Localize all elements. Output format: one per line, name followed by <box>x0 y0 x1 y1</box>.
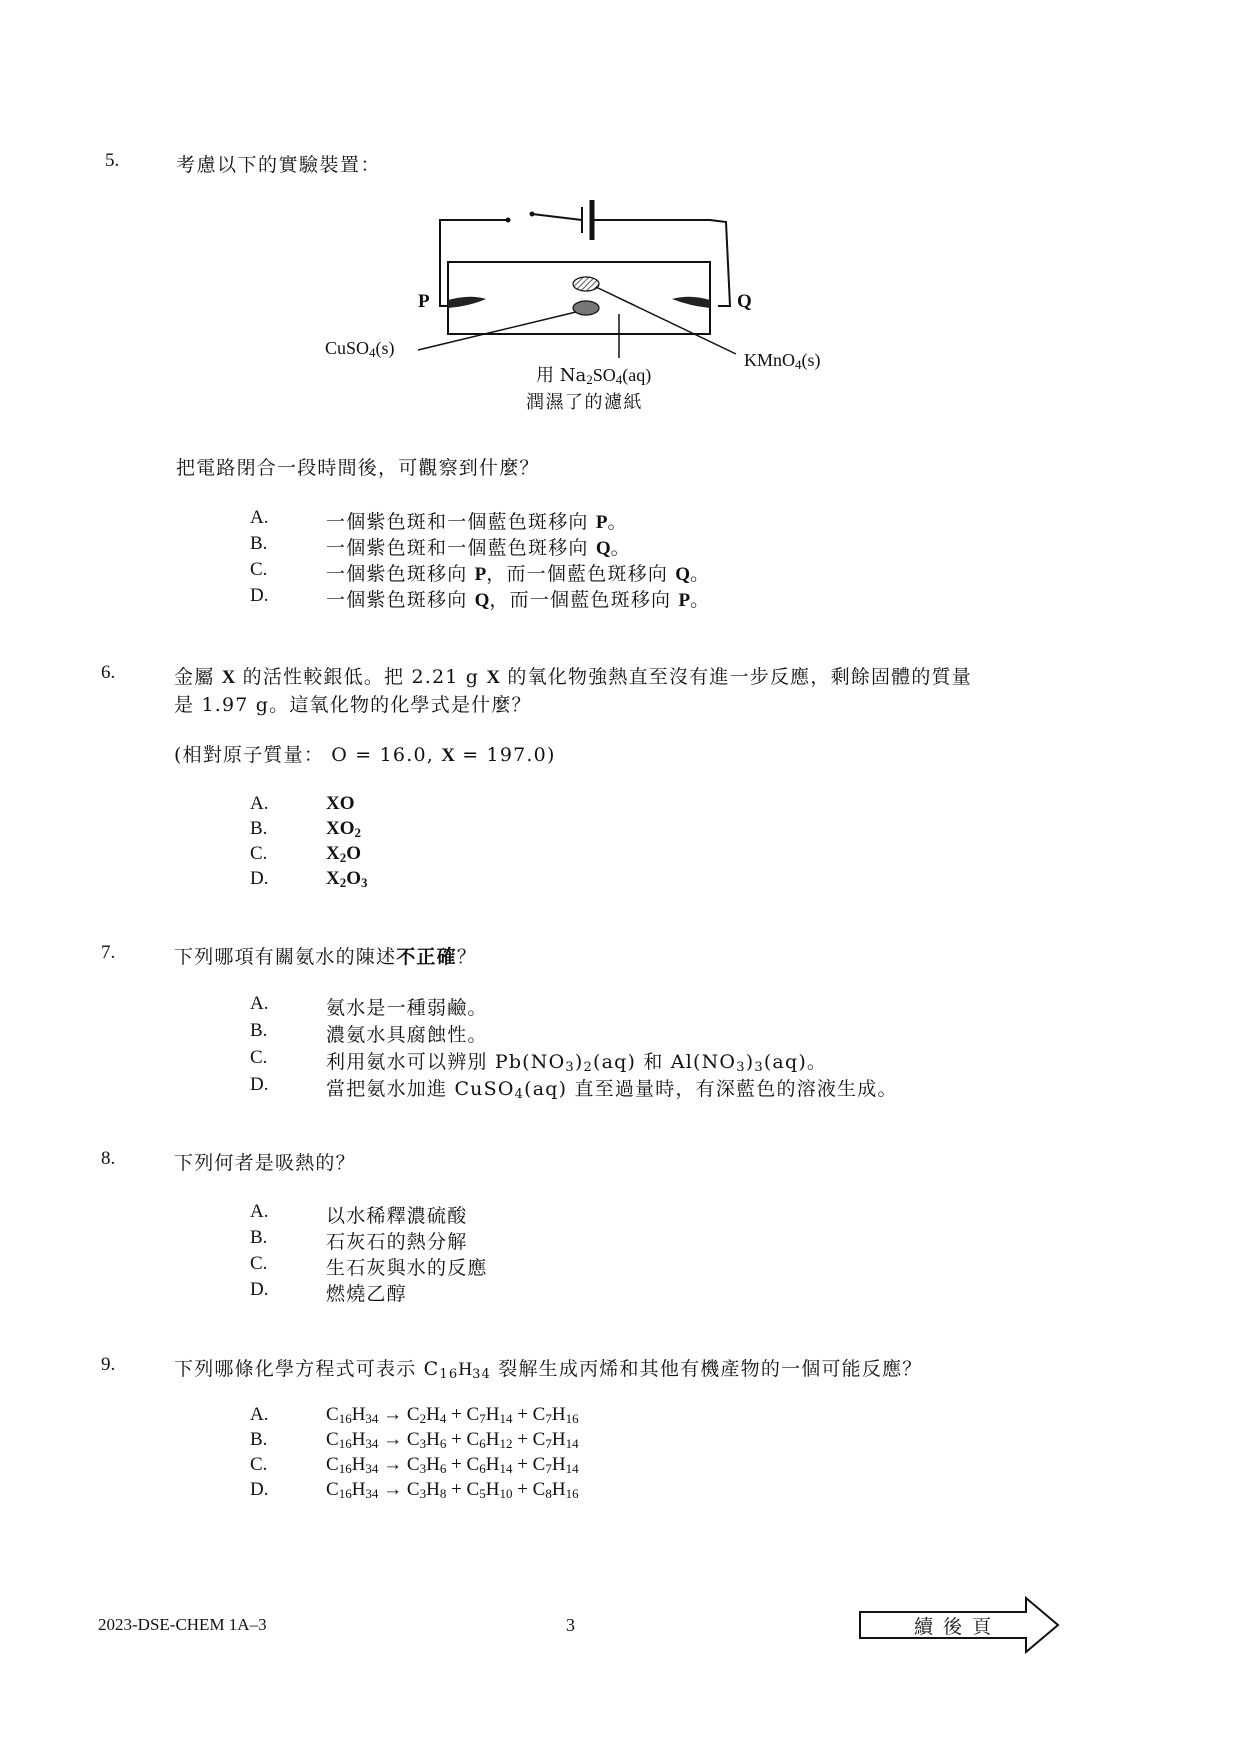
equation-subscript: 16 <box>338 1461 352 1476</box>
equation-subscript: 34 <box>365 1436 379 1451</box>
equation-term: + C <box>512 1479 546 1500</box>
equation-term: H <box>351 1454 366 1475</box>
equation-subscript: 16 <box>565 1486 579 1501</box>
option-text: 一個紫色斑和一個藍色斑移向 Q。 <box>326 537 631 559</box>
equation-subscript: 6 <box>479 1436 486 1451</box>
equation-term: → C <box>378 1454 420 1475</box>
label-filter-paper-line1: 用 $Na_2SO_4(aq)$ <box>536 365 652 387</box>
option-text: 一個紫色斑和一個藍色斑移向 P。 <box>326 511 628 533</box>
question-stem: 下列何者是吸熱的？ <box>174 1152 356 1174</box>
equation-subscript: 6 <box>439 1436 447 1451</box>
kmno4-spot <box>573 277 599 291</box>
option-formula: $XO_2$ <box>326 818 362 840</box>
option-letter: B. <box>250 1227 268 1248</box>
switch-contact-left <box>506 218 511 223</box>
equation-subscript: 34 <box>365 1486 379 1501</box>
option-equation <box>326 1454 579 1476</box>
equation-subscript: 4 <box>439 1411 447 1426</box>
cuso4-spot <box>573 301 599 315</box>
equation-subscript: 5 <box>479 1486 486 1501</box>
equation-term: → C <box>378 1404 420 1425</box>
switch-contact-right <box>530 212 535 217</box>
equation-subscript: 34 <box>365 1461 379 1476</box>
equation-subscript: 34 <box>365 1411 379 1426</box>
equation-term: H <box>485 1454 500 1475</box>
equation-subscript: 16 <box>565 1411 579 1426</box>
equation-subscript: 7 <box>545 1461 552 1476</box>
equation-subscript: 10 <box>499 1486 513 1501</box>
equation-term: H <box>551 1429 566 1450</box>
option-formula: $X_2O_3$ <box>326 868 368 890</box>
option-letter: D. <box>250 868 269 889</box>
option-letter: C. <box>250 1253 268 1274</box>
equation-term: H <box>426 1454 440 1475</box>
equation-term: H <box>351 1429 366 1450</box>
option-text: 濃氨水具腐蝕性。 <box>326 1024 488 1046</box>
equation-term: H <box>351 1404 366 1425</box>
label-kmno4: KMnO$_4$(s) <box>744 350 821 372</box>
equation-subscript: 3 <box>419 1436 427 1451</box>
option-equation <box>326 1404 579 1426</box>
equation-subscript: 16 <box>338 1411 352 1426</box>
question-stem-line1: 金屬 X 的活性較銀低。把 2.21 g X 的氧化物強熱直至沒有進一步反應，剩餘固體的質量 <box>174 666 972 688</box>
equation-term: → C <box>378 1479 420 1500</box>
option-letter: D. <box>250 1279 269 1300</box>
option-equation <box>326 1479 579 1501</box>
question-number: 5. <box>105 150 120 171</box>
equation-subscript: 16 <box>338 1436 352 1451</box>
equation-term: H <box>485 1479 500 1500</box>
option-text: 生石灰與水的反應 <box>326 1257 488 1279</box>
option-letter: C. <box>250 1047 268 1068</box>
equation-term: H <box>551 1479 566 1500</box>
option-letter: A. <box>250 1201 269 1222</box>
question-stem: 下列哪條化學方程式可表示 $C_{16}H_{34}$ 裂解生成丙烯和其他有機產物的一個可能反應？ <box>174 1358 923 1382</box>
equation-term: + C <box>512 1429 546 1450</box>
question-number: 8. <box>101 1148 116 1169</box>
electrode-p <box>448 297 486 308</box>
equation-term: H <box>426 1429 440 1450</box>
option-formula: XO <box>326 793 355 814</box>
page-number: 3 <box>566 1615 575 1635</box>
option-letter: B. <box>250 1429 268 1450</box>
equation-term: C <box>326 1454 339 1475</box>
equation-term: C <box>326 1429 339 1450</box>
option-letter: B. <box>250 533 268 554</box>
option-letter: C. <box>250 1454 268 1475</box>
equation-subscript: 14 <box>499 1461 513 1476</box>
equation-subscript: 3 <box>419 1461 427 1476</box>
option-text: 以水稀釋濃硫酸 <box>326 1205 468 1227</box>
equation-subscript: 2 <box>419 1411 427 1426</box>
paper-code: 2023-DSE-CHEM 1A–3 <box>98 1615 267 1634</box>
option-letter: A. <box>250 507 269 528</box>
label-cuso4: CuSO$_4$(s) <box>325 338 395 360</box>
option-letter: D. <box>250 1074 269 1095</box>
question-prompt: 把電路閉合一段時間後，可觀察到什麼？ <box>176 457 540 479</box>
equation-subscript: 8 <box>545 1486 552 1501</box>
equation-subscript: 16 <box>338 1486 352 1501</box>
option-text: 當把氨水加進 CuSO$_4$(aq) 直至過量時，有深藍色的溶液生成。 <box>326 1078 898 1102</box>
equation-term: + C <box>512 1404 546 1425</box>
equation-term: H <box>426 1479 440 1500</box>
equation-term: + C <box>512 1454 546 1475</box>
electrode-q <box>672 297 710 308</box>
equation-term: + C <box>446 1479 480 1500</box>
option-letter: A. <box>250 1404 269 1425</box>
option-letter: C. <box>250 559 268 580</box>
equation-subscript: 6 <box>439 1461 447 1476</box>
label-filter-paper-line2: 潤濕了的濾紙 <box>526 392 643 413</box>
option-text: 一個紫色斑移向 P，而一個藍色斑移向 Q。 <box>326 563 711 585</box>
equation-subscript: 8 <box>439 1486 447 1501</box>
switch-lever <box>532 214 582 220</box>
leader-kmno4 <box>596 287 736 354</box>
question-number: 6. <box>101 662 116 683</box>
equation-subscript: 6 <box>479 1461 486 1476</box>
equation-subscript: 7 <box>545 1411 552 1426</box>
continue-label: 續 後 頁 <box>914 1616 994 1638</box>
option-equation <box>326 1429 579 1451</box>
equation-term: C <box>326 1404 339 1425</box>
question-number: 9. <box>101 1354 116 1375</box>
equation-term: + C <box>446 1429 480 1450</box>
option-letter: C. <box>250 843 268 864</box>
leader-cuso4 <box>418 312 576 350</box>
option-letter: D. <box>250 1479 269 1500</box>
option-formula: $X_2O$ <box>326 843 362 865</box>
relative-atomic-masses: (相對原子質量： O = 16.0, X = 197.0) <box>174 744 556 766</box>
equation-subscript: 14 <box>499 1411 513 1426</box>
equation-term: + C <box>446 1404 480 1425</box>
equation-subscript: 14 <box>565 1461 579 1476</box>
equation-term: H <box>485 1429 500 1450</box>
equation-term: + C <box>446 1454 480 1475</box>
option-text: 利用氨水可以辨別 $Pb(NO_3)_2(aq)$ 和 $Al(NO_3)_3(aq)$。 <box>326 1051 828 1075</box>
equation-term: H <box>426 1404 440 1425</box>
question-stem-line2: 是 1.97 g。這氧化物的化學式是什麼？ <box>174 694 532 716</box>
equation-term: H <box>485 1404 500 1425</box>
question-number: 7. <box>101 942 116 963</box>
option-text: 石灰石的熱分解 <box>326 1231 468 1253</box>
option-letter: B. <box>250 818 268 839</box>
equation-term: H <box>551 1404 566 1425</box>
equation-subscript: 3 <box>419 1486 427 1501</box>
question-stem: 考慮以下的實驗裝置： <box>176 154 382 176</box>
question-stem: 下列哪項有關氨水的陳述不正確？ <box>174 946 478 968</box>
option-letter: A. <box>250 993 269 1014</box>
equation-term: H <box>551 1454 566 1475</box>
equation-subscript: 12 <box>499 1436 513 1451</box>
option-text: 氨水是一種弱鹼。 <box>326 997 488 1019</box>
equation-term: H <box>351 1479 366 1500</box>
equation-subscript: 14 <box>565 1436 579 1451</box>
option-text: 一個紫色斑移向 Q，而一個藍色斑移向 P。 <box>326 589 711 611</box>
option-letter: B. <box>250 1020 268 1041</box>
electrode-label-p: P <box>418 291 430 312</box>
option-letter: A. <box>250 793 269 814</box>
equation-subscript: 7 <box>545 1436 552 1451</box>
electrode-label-q: Q <box>737 291 752 312</box>
equation-term: → C <box>378 1429 420 1450</box>
equation-subscript: 7 <box>479 1411 486 1426</box>
option-letter: D. <box>250 585 269 606</box>
option-text: 燃燒乙醇 <box>326 1283 407 1305</box>
equation-term: C <box>326 1479 339 1500</box>
